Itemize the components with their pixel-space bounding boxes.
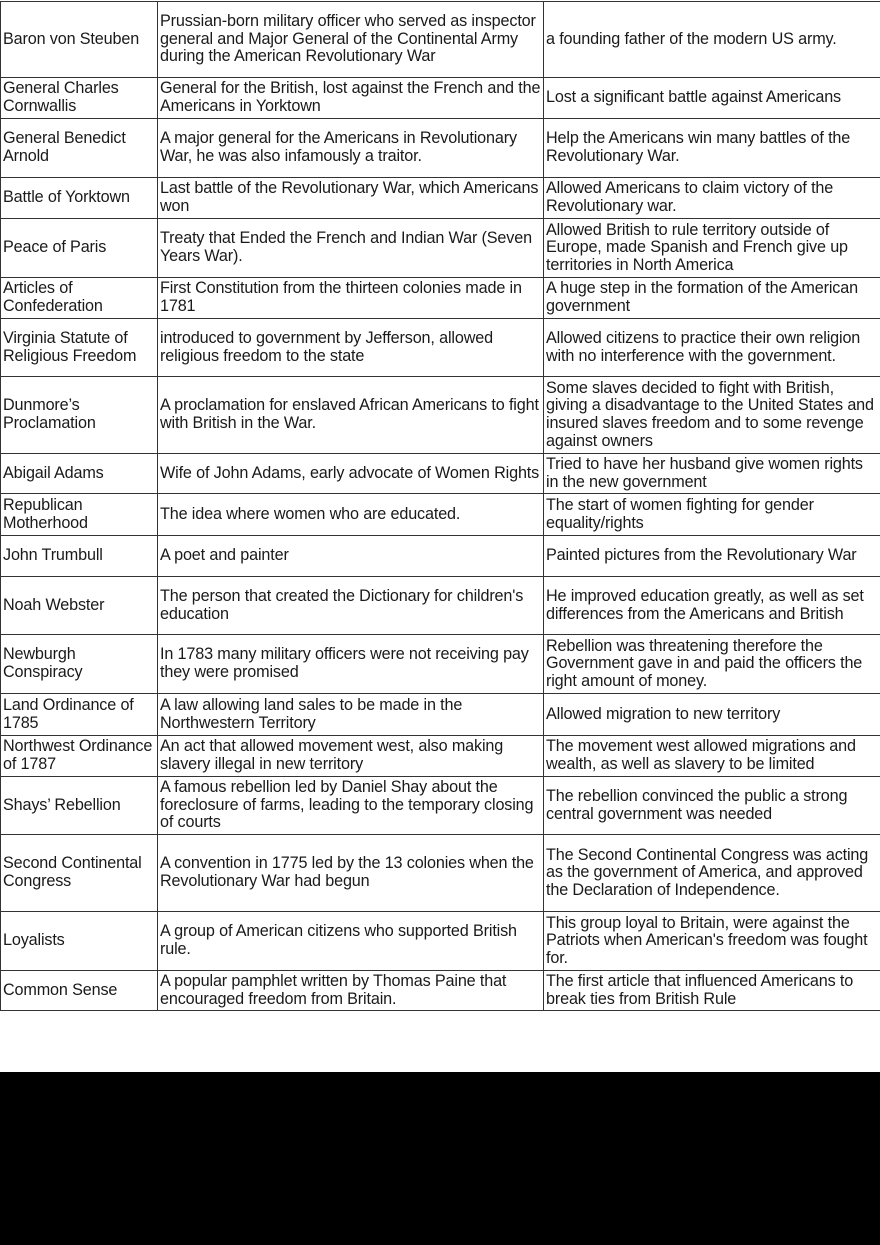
term-cell: Northwest Ordinance of 1787 [1, 736, 158, 777]
significance-cell: Rebellion was threatening therefore the Government gave in and paid the officers the right amount of money. [544, 635, 880, 694]
definition-cell: An act that allowed movement west, also making slavery illegal in new territory [158, 736, 544, 777]
definition-cell: The person that created the Dictionary for children's education [158, 577, 544, 635]
definition-cell: First Constitution from the thirteen colonies made in 1781 [158, 278, 544, 319]
term-cell: General Benedict Arnold [1, 119, 158, 178]
significance-cell: The movement west allowed migrations and wealth, as well as slavery to be limited [544, 736, 880, 777]
table-row [1, 777, 880, 835]
significance-cell: Allowed Americans to claim victory of the Revolutionary war. [544, 178, 880, 219]
definition-cell: Last battle of the Revolutionary War, which Americans won [158, 178, 544, 219]
definition-cell: Prussian-born military officer who served as inspector general and Major General of the Continental Army during the American Revolutionary War [158, 2, 544, 78]
significance-cell: The rebellion convinced the public a strong central government was needed [544, 777, 880, 835]
significance-cell: The start of women fighting for gender equality/rights [544, 494, 880, 536]
term-cell: Republican Motherhood [1, 494, 158, 536]
significance-cell: Painted pictures from the Revolutionary War [544, 536, 880, 577]
significance-cell: Allowed British to rule territory outside of Europe, made Spanish and French give up territories in North America [544, 219, 880, 278]
term-cell: Articles of Confederation [1, 278, 158, 319]
table-row [1, 319, 880, 377]
term-cell: Dunmore’s Proclamation [1, 377, 158, 454]
definition-cell: A convention in 1775 led by the 13 colonies when the Revolutionary War had begun [158, 835, 544, 912]
table-row [1, 577, 880, 635]
term-cell: Peace of Paris [1, 219, 158, 278]
definition-cell: A major general for the Americans in Revolutionary War, he was also infamously a traitor. [158, 119, 544, 178]
table-row [1, 494, 880, 536]
term-cell: Battle of Yorktown [1, 178, 158, 219]
table-row [1, 178, 880, 219]
black-background-region [0, 1072, 880, 1245]
table-row [1, 971, 880, 1011]
term-cell: Shays’ Rebellion [1, 777, 158, 835]
table-row [1, 454, 880, 494]
term-cell: John Trumbull [1, 536, 158, 577]
definition-cell: A proclamation for enslaved African Americans to fight with British in the War. [158, 377, 544, 454]
significance-cell: This group loyal to Britain, were against the Patriots when American's freedom was fought for. [544, 912, 880, 971]
significance-cell: Help the Americans win many battles of the Revolutionary War. [544, 119, 880, 178]
vocabulary-table [0, 1, 880, 1011]
significance-cell: Tried to have her husband give women rights in the new government [544, 454, 880, 494]
term-cell: Land Ordinance of 1785 [1, 694, 158, 736]
term-cell: Common Sense [1, 971, 158, 1011]
table-row [1, 278, 880, 319]
table-row [1, 694, 880, 736]
table-row [1, 2, 880, 78]
definition-cell: A famous rebellion led by Daniel Shay about the foreclosure of farms, leading to the temporary closing of courts [158, 777, 544, 835]
table-row [1, 835, 880, 912]
table-row [1, 736, 880, 777]
definition-cell: A law allowing land sales to be made in the Northwestern Territory [158, 694, 544, 736]
table-row [1, 219, 880, 278]
table-row [1, 912, 880, 971]
table-row [1, 78, 880, 119]
table-row [1, 536, 880, 577]
definition-cell: Treaty that Ended the French and Indian War (Seven Years War). [158, 219, 544, 278]
significance-cell: Lost a significant battle against Americans [544, 78, 880, 119]
definition-cell: Wife of John Adams, early advocate of Women Rights [158, 454, 544, 494]
table-row [1, 635, 880, 694]
term-cell: General Charles Cornwallis [1, 78, 158, 119]
term-cell: Second Continental Congress [1, 835, 158, 912]
definition-cell: The idea where women who are educated. [158, 494, 544, 536]
table-row [1, 119, 880, 178]
significance-cell: The first article that influenced Americans to break ties from British Rule [544, 971, 880, 1011]
significance-cell: Some slaves decided to fight with British, giving a disadvantage to the United States and insured slaves freedom and to some revenge against owners [544, 377, 880, 454]
definition-cell: A popular pamphlet written by Thomas Paine that encouraged freedom from Britain. [158, 971, 544, 1011]
term-cell: Baron von Steuben [1, 2, 158, 78]
term-cell: Newburgh Conspiracy [1, 635, 158, 694]
significance-cell: He improved education greatly, as well as set differences from the Americans and British [544, 577, 880, 635]
definition-cell: A group of American citizens who supported British rule. [158, 912, 544, 971]
definition-cell: In 1783 many military officers were not receiving pay they were promised [158, 635, 544, 694]
definition-cell: introduced to government by Jefferson, allowed religious freedom to the state [158, 319, 544, 377]
significance-cell: a founding father of the modern US army. [544, 2, 880, 78]
term-cell: Abigail Adams [1, 454, 158, 494]
significance-cell: A huge step in the formation of the American government [544, 278, 880, 319]
definition-cell: General for the British, lost against the French and the Americans in Yorktown [158, 78, 544, 119]
term-cell: Loyalists [1, 912, 158, 971]
definition-cell: A poet and painter [158, 536, 544, 577]
term-cell: Noah Webster [1, 577, 158, 635]
table-row [1, 377, 880, 454]
significance-cell: Allowed migration to new territory [544, 694, 880, 736]
significance-cell: Allowed citizens to practice their own religion with no interference with the government. [544, 319, 880, 377]
significance-cell: The Second Continental Congress was acting as the government of America, and approved the Declaration of Independence. [544, 835, 880, 912]
vocabulary-table-body [1, 2, 880, 1011]
term-cell: Virginia Statute of Religious Freedom [1, 319, 158, 377]
